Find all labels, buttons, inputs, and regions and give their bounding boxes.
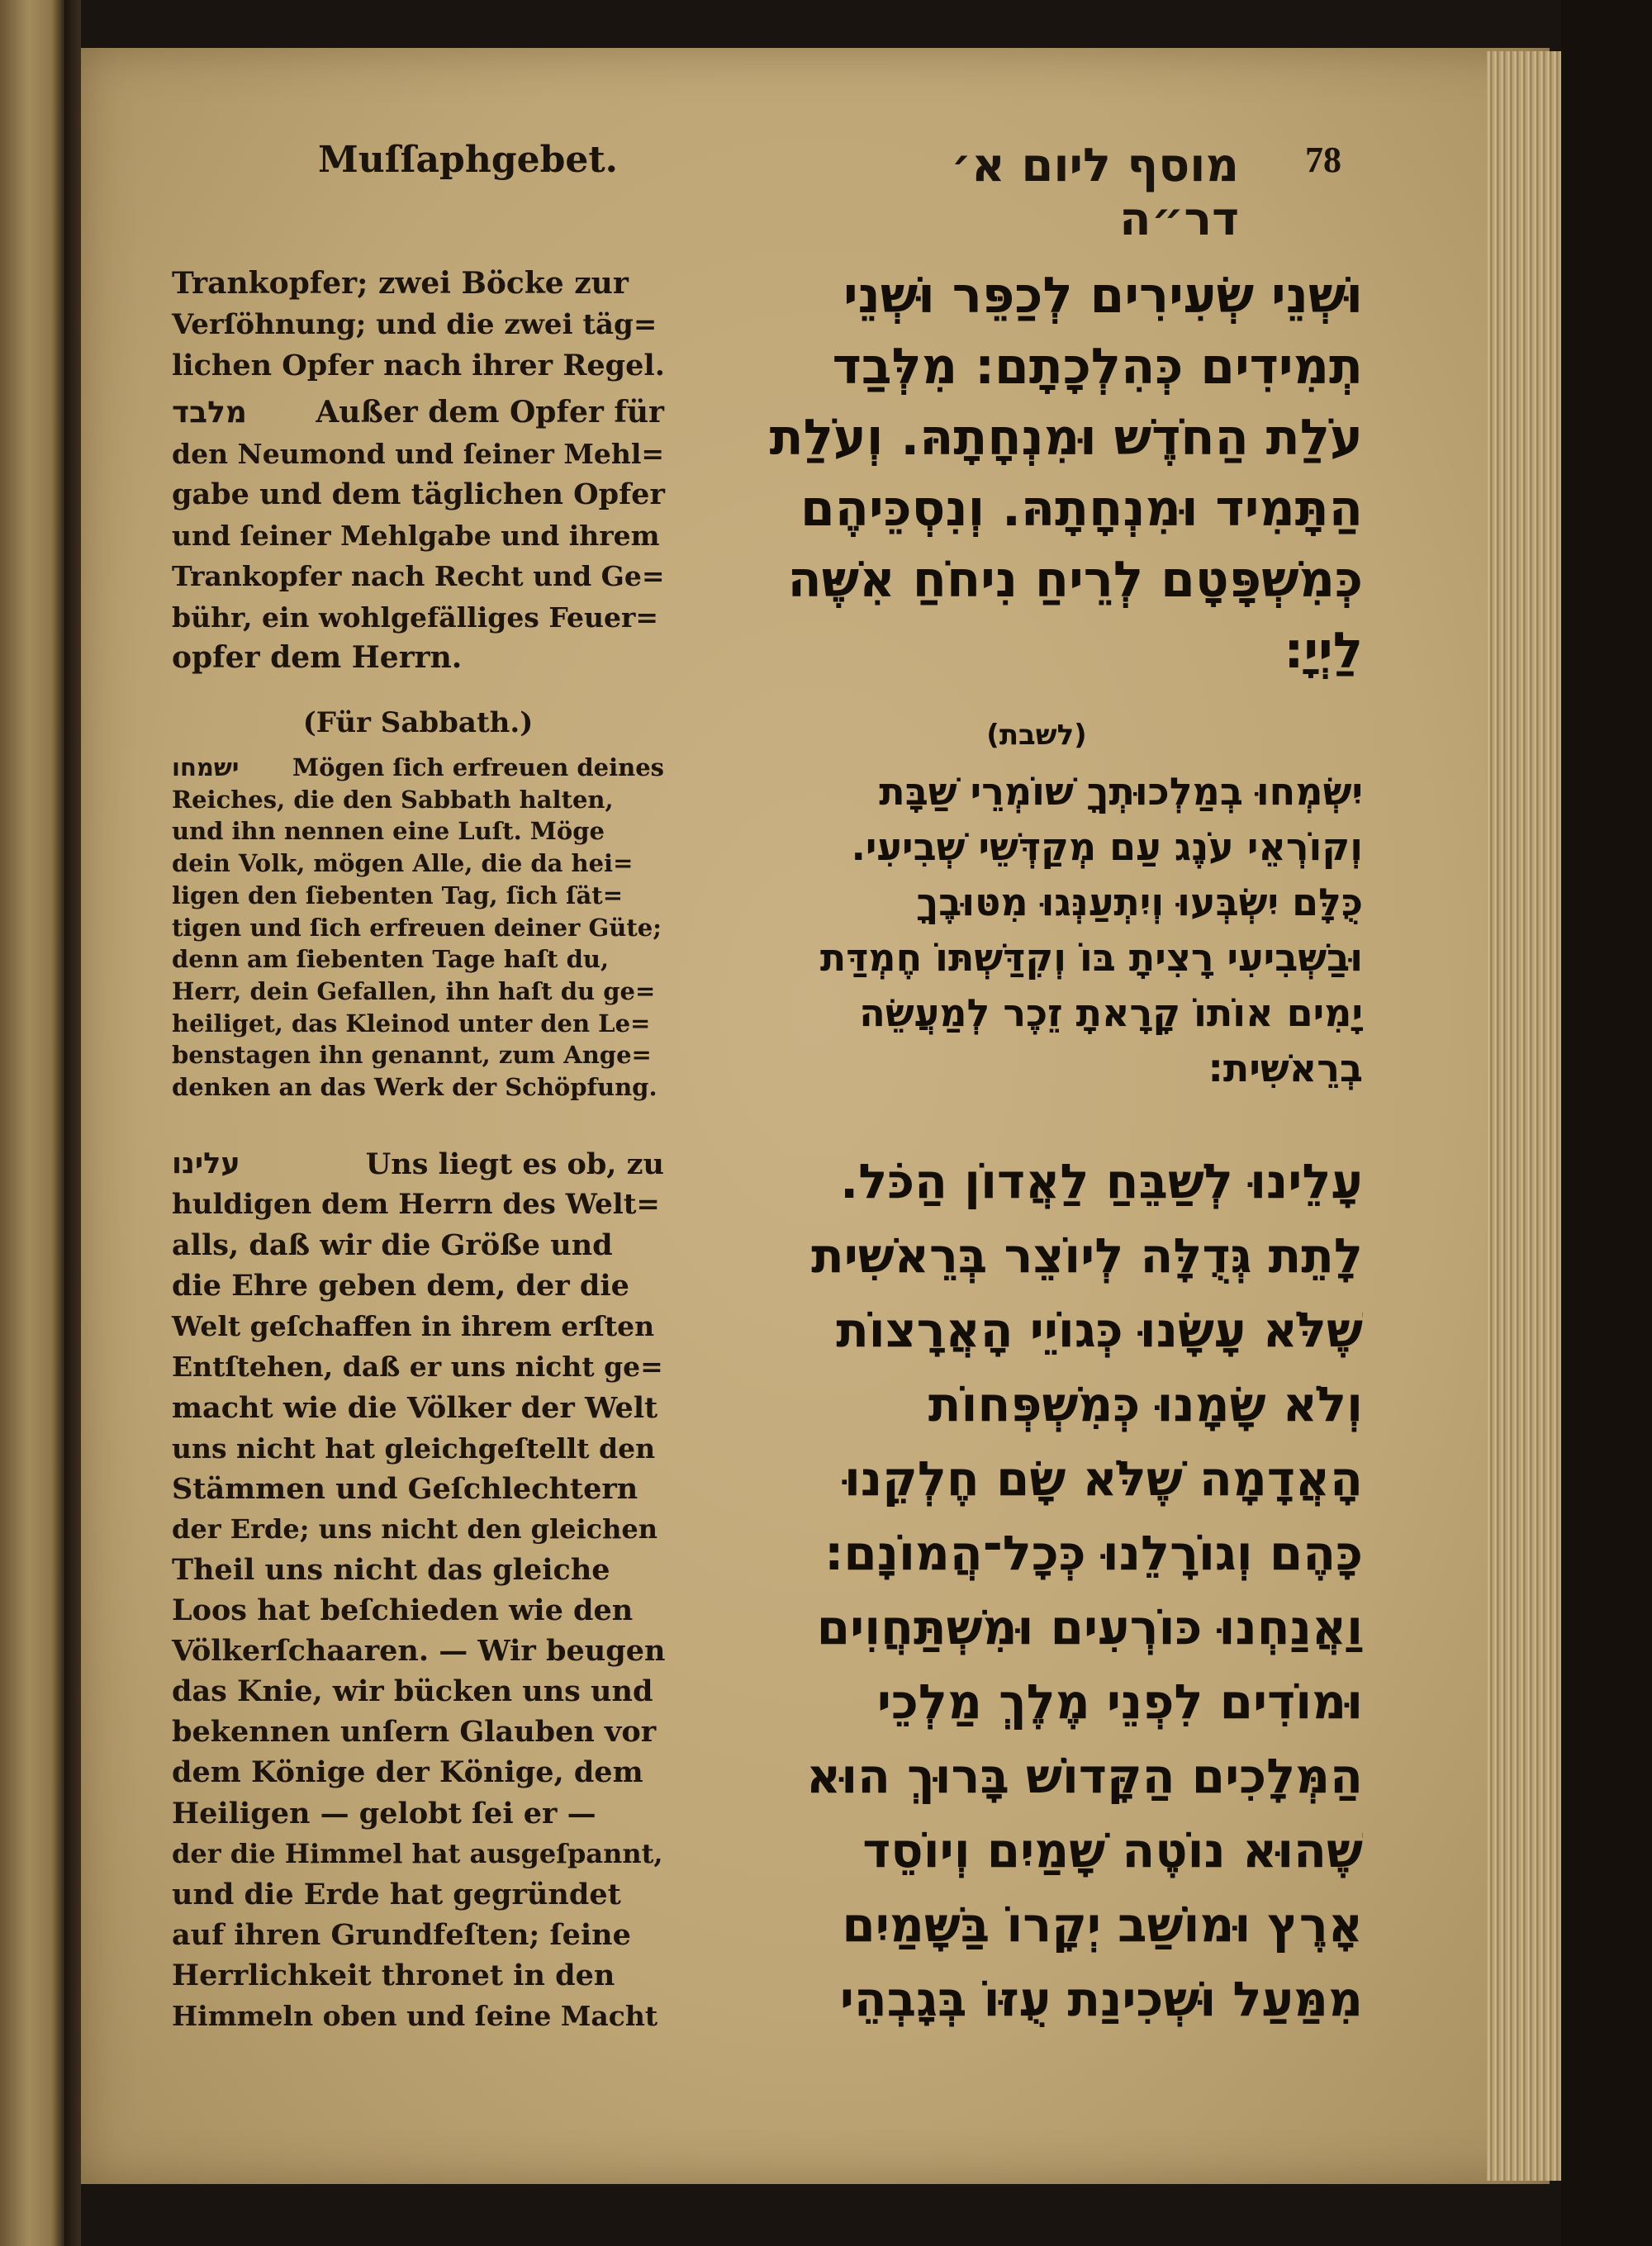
hebrew-text-line: הַתָּמִיד וּמִנְחָתָהּ. וְנִסְכֵּיהֶם: [800, 480, 1363, 538]
line-text: Himmeln oben und ſeine Macht: [172, 1999, 658, 2032]
hebrew-text-line: בְרֵאשִׁית:: [1208, 1046, 1363, 1090]
text-line: [172, 263, 664, 304]
text-line: [172, 976, 664, 1008]
hebrew-text-line: הָאֲדָמָה שֶׁלֹּא שָׂם חֶלְקֵנוּ: [843, 1451, 1363, 1507]
german-block-besides: [172, 392, 664, 679]
line-text: tigen und ſich erfreuen deiner Güte;: [172, 913, 662, 942]
german-block-sabbath: [172, 752, 664, 1104]
hebrew-lead-word: מלבד: [172, 396, 247, 430]
line-text: die Ehre geben dem, der die: [172, 1269, 629, 1303]
text-line: [172, 1225, 664, 1265]
line-text: uns nicht hat gleichgeſtellt den: [172, 1432, 656, 1465]
text-line: [172, 638, 664, 679]
line-text: das Knie, wir bücken uns und: [172, 1674, 653, 1709]
hebrew-text-line: וְקוֹרְאֵי עֹנֶג עַם מְקַדְּשֵׁי שְׁבִיעִי.: [851, 824, 1363, 869]
hebrew-text-line: הַמְּלָכִים הַקָּדוֹשׁ בָּרוּךְ הוּא: [805, 1748, 1363, 1804]
text-line: [172, 1793, 664, 1834]
text-line: [172, 1752, 664, 1793]
line-text: gabe und dem täglichen Opfer: [172, 477, 665, 511]
text-line: [172, 784, 664, 816]
text-line: [172, 1265, 664, 1306]
hebrew-lead-word: עלינו: [172, 1147, 240, 1180]
line-text: denn am ſiebenten Tage haſt du,: [172, 945, 610, 974]
text-line: [172, 1509, 664, 1550]
previous-page-edge: [0, 0, 64, 2246]
text-line: [172, 1712, 664, 1752]
text-line: [172, 1550, 664, 1590]
hebrew-sabbath-heading-text: (לשבת): [986, 719, 1087, 752]
hebrew-text-line: וּשְׁנֵי שְׂעִירִים לְכַפֵּר וּשְׁנֵי: [843, 267, 1363, 325]
text-line: [172, 1955, 664, 1996]
hebrew-text-line: וַאֲנַחְנוּ כּוֹרְעִים וּמִשְׁתַּחֲוִים: [816, 1599, 1363, 1655]
line-text: lichen Opfer nach ihrer Regel.: [172, 349, 665, 382]
german-block-aleinu: [172, 1144, 664, 2036]
text-line: [172, 1590, 664, 1631]
hebrew-text-line: שֶׁהוּא נוֹטֶה שָׁמַיִם וְיוֹסֵד: [862, 1822, 1363, 1878]
text-line: [172, 1915, 664, 1955]
text-line: [172, 515, 664, 557]
text-line: [172, 943, 664, 976]
hebrew-text-line: כָּהֶם וְגוֹרָלֵנוּ כְּכָל־הֲמוֹנָם:: [824, 1525, 1363, 1581]
hebrew-text-line: עָלֵינוּ לְשַׁבֵּחַ לַאֲדוֹן הַכֹּל.: [840, 1153, 1363, 1209]
line-text: bühr, ein wohlgefälliges Feuer=: [172, 601, 659, 634]
book-gutter: [64, 0, 81, 2246]
hebrew-block-sabbath: [710, 764, 1363, 1096]
text-line: [172, 304, 664, 345]
hebrew-text-line: כְּמִשְׁפָּטָם לְרֵיחַ נִיחֹחַ אִשֶּׁה: [787, 551, 1363, 609]
line-text: dem Könige der Könige, dem: [172, 1755, 643, 1790]
line-text: macht wie die Völker der Welt: [172, 1390, 658, 1425]
hebrew-text-line: אָרֶץ וּמוֹשַׁב יְקָרוֹ בַּשָּׁמַיִם: [842, 1897, 1363, 1953]
text-line: [172, 597, 664, 639]
line-text: denken an das Werk der Schöpfung.: [172, 1073, 657, 1102]
text-line: [172, 1834, 664, 1874]
text-line: [172, 556, 664, 597]
line-text: auf ihren Grundfeſten; ſeine: [172, 1917, 631, 1952]
line-text: Herrlichkeit thronet in den: [172, 1958, 615, 1992]
line-text: der die Himmel hat ausgeſpannt,: [172, 1837, 663, 1869]
line-text: Reiches, die den Sabbath halten,: [172, 785, 614, 814]
line-text: Entſtehen, daß er uns nicht ge=: [172, 1351, 663, 1384]
text-line: [172, 1039, 664, 1071]
german-block-offerings: [172, 263, 664, 387]
line-text: huldigen dem Herrn des Welt=: [172, 1188, 660, 1222]
hebrew-text-line: וְלֹא שָׂמָנוּ כְּמִשְׁפְּחוֹת: [928, 1376, 1363, 1432]
line-text: Trankopfer nach Recht und Ge=: [172, 560, 665, 592]
hebrew-block-aleinu: [710, 1144, 1363, 2036]
line-text: dein Volk, mögen Alle, die da hei=: [172, 849, 634, 878]
line-text: Welt geſchaffen in ihrem erſten: [172, 1310, 655, 1343]
hebrew-sabbath-heading: [710, 715, 1363, 756]
hebrew-text-line: לַיְיָ:: [1284, 622, 1363, 680]
text-line: [172, 1428, 664, 1469]
line-text: Theil uns nicht das gleiche: [172, 1552, 610, 1587]
hebrew-block-offerings: [710, 260, 1363, 686]
hebrew-text-line: תְמִידִים כְּהִלְכָתָם: מִלְּבַד: [832, 338, 1363, 396]
book-cover: [1561, 0, 1652, 2246]
page-title-german: Muſſaphgebet.: [318, 139, 618, 181]
hebrew-text-line: כֻּלָּם יִשְׂבְּעוּ וְיִתְעַנְּגוּ מִטּוּבֶךָ: [916, 880, 1363, 924]
text-line: [172, 1469, 664, 1509]
line-text: benstagen ihn genannt, zum Ange=: [172, 1041, 652, 1070]
text-line: [172, 1185, 664, 1225]
hebrew-text-line: יָמִים אוֹתוֹ קָרָאתָ זֵכֶר לְמַעֲשֵׂה: [859, 990, 1363, 1035]
line-text: ligen den ſiebenten Tag, ſich ſät=: [172, 881, 623, 909]
line-text: Verſöhnung; und die zwei täg=: [172, 308, 657, 341]
text-line: [172, 1008, 664, 1040]
text-line: [172, 345, 664, 387]
text-line: [172, 1306, 664, 1346]
text-line: [172, 392, 664, 434]
text-line: [172, 815, 664, 848]
sabbath-heading-text: (Für Sabbath.): [302, 706, 534, 739]
line-text: Mögen ſich erfreuen deines: [292, 753, 664, 781]
line-text: Heiligen — gelobt ſei er —: [172, 1796, 596, 1831]
hebrew-text-line: עֹלַת הַחֹדֶשׁ וּמִנְחָתָהּ. וְעֹלַת: [769, 409, 1363, 467]
text-line: [172, 848, 664, 880]
text-line: [172, 1671, 664, 1712]
text-line: [172, 1346, 664, 1387]
hebrew-lead-word: ישמחו: [172, 753, 240, 781]
line-text: und ſeiner Mehlgabe und ihrem: [172, 519, 660, 552]
line-text: Stämmen und Geſchlechtern: [172, 1471, 638, 1506]
text-line: [172, 880, 664, 912]
line-text: den Neumond und ſeiner Mehl=: [172, 437, 665, 470]
line-text: heiliget, das Kleinod unter den Le=: [172, 1009, 651, 1038]
line-text: Völkerſchaaren. — Wir beugen: [172, 1634, 666, 1669]
line-text: Herr, dein Gefallen, ihn haſt du ge=: [172, 976, 656, 1005]
line-text: und die Erde hat gegründet: [172, 1877, 621, 1911]
german-sabbath-heading: [172, 702, 664, 743]
text-line: [172, 1874, 664, 1915]
hebrew-text-line: וּמוֹדִים לִפְנֵי מֶלֶךְ מַלְכֵי: [876, 1674, 1363, 1730]
hebrew-text-line: יִשְׂמְחוּ בְמַלְכוּתְךָ שׁוֹמְרֵי שַׁבָּת: [879, 769, 1363, 814]
hebrew-text-line: וּבַשְּׁבִיעִי רָצִיתָ בּוֹ וְקִדַּשְׁתּוֹ חֶמְדַּת: [819, 935, 1363, 980]
text-line: [172, 474, 664, 515]
line-text: Außer dem Opfer für: [316, 395, 664, 430]
page-number: 78: [1305, 140, 1341, 180]
line-text: bekennen unſern Glauben vor: [172, 1715, 657, 1750]
text-line: [172, 752, 664, 784]
page-title-hebrew: מוסף ליום א׳ דר״ה: [951, 139, 1239, 246]
line-text: und ihn nennen eine Luſt. Möge: [172, 817, 605, 846]
hebrew-text-line: מִמַּעַל וּשְׁכִינַת עֻזּוֹ בְּגָבְהֵי: [839, 1971, 1363, 2027]
line-text: der Erde; uns nicht den gleichen: [172, 1512, 658, 1545]
text-line: [172, 434, 664, 475]
page-stack-edges: [1487, 51, 1561, 2181]
text-line: [172, 1631, 664, 1671]
text-line: [172, 1388, 664, 1428]
text-line: [172, 1071, 664, 1104]
text-line: [172, 1996, 664, 2036]
line-text: opfer dem Herrn.: [172, 640, 463, 675]
text-line: [172, 1144, 664, 1185]
line-text: Uns liegt es ob, zu: [365, 1147, 664, 1181]
text-line: [172, 912, 664, 944]
line-text: Trankopfer; zwei Böcke zur: [172, 266, 629, 301]
hebrew-text-line: לָתֵת גְּדֻלָּה לְיוֹצֵר בְּרֵאשִׁית: [811, 1227, 1363, 1284]
line-text: alls, daß wir die Größe und: [172, 1228, 613, 1263]
hebrew-text-line: שֶׁלֹּא עָשָׂנוּ כְּגוֹיֵי הָאֲרָצוֹת: [836, 1302, 1363, 1358]
line-text: Loos hat beſchieden wie den: [172, 1593, 634, 1628]
